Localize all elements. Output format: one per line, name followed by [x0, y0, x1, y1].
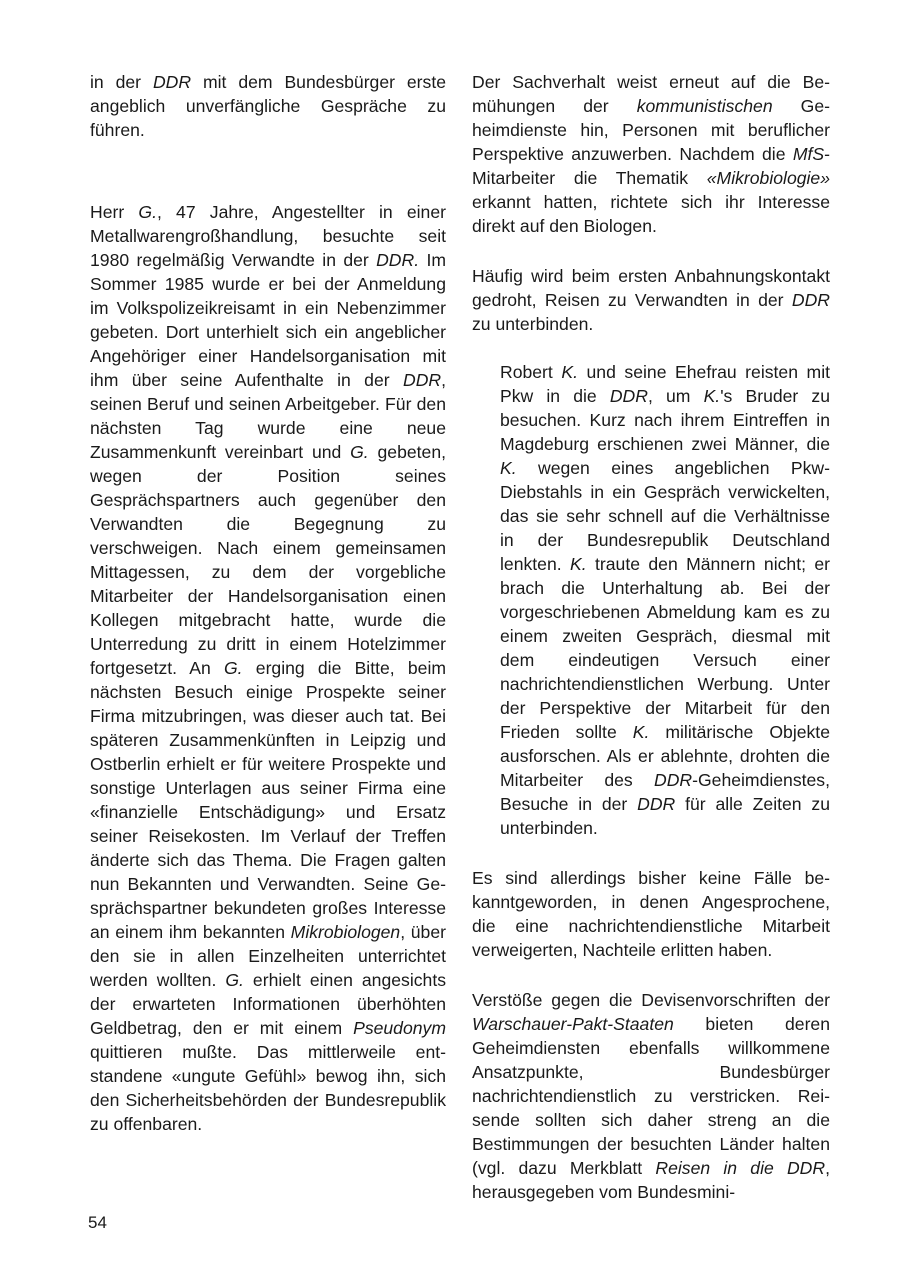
italic-term: K. — [500, 458, 517, 478]
italic-term: DDR — [653, 770, 693, 790]
italic-term: DDR — [609, 386, 648, 406]
italic-term: DDR — [152, 72, 192, 92]
italic-term: G. — [224, 658, 243, 678]
verstoesse-paragraph: Verstöße gegen die Devisenvorschriften der Warschauer-Pakt-Staaten bieten deren Geheimdiensten ebenfalls willkommene Ansatzpunkte, Bundesbürger nachrichtendienstlich zu verstricken. Reisende sollten sich daher streng an die Bestimmungen der besuchten Länder halten (vgl. dazu Merkblatt Reisen in die DDR, herausgegeben vom Bundesmini- — [472, 990, 830, 1202]
italic-term: Reisen in die DDR — [655, 1158, 826, 1178]
italic-term: DDR — [637, 794, 676, 814]
italic-term: kommunistischen — [636, 96, 773, 116]
page-number: 54 — [88, 1213, 107, 1232]
case-g-paragraph: Herr G., 47 Jahre, Angestellter in einer Metallwarengroßhandlung, besuchte seit 1980 regelmäßig Verwandte in der DDR. Im Sommer 1985 wurde er bei der Anmeldung im Volkspolizeikreisamt in ein Nebenzimmer gebeten. Dort unterhielt sich ein angeblicher Angehöriger einer Handelsorganisation mit ihm über seine Aufenthalte in der DDR, seinen Beruf und seinen Arbeitgeber. Für den nächsten Tag wurde eine neue Zusammenkunft vereinbart und G. gebeten, wegen der Position seines Gesprächspartners auch gegenüber den Verwandten die Begegnung zu verschweigen. Nach einem gemeinsamen Mittagessen, zu dem der vorgebliche Mitarbeiter der Handelsorganisation einen Kollegen mitgebracht hatte, wurde die Unterredung zu dritt in einem Hotelzimmer fortgesetzt. An G. erging die Bitte, beim nächsten Besuch einige Prospekte seiner Firma mitzubringen, was dieser auch tat. Bei späteren Zusammenkünften in Leipzig und Ostberlin erhielt er für weitere Prospekte und sonstige Unterlagen aus seiner Firma eine «finanzielle Entschädigung» und Ersatz seiner Reisekosten. Im Verlauf der Treffen änderte sich das Thema. Die Fragen galten nun Bekannten und Verwandten. Seine Gesprächspartner bekundeten großes Interesse an einem ihm bekannten Mikrobiologen, über den sie in allen Einzelheiten unterrichtet werden wollten. G. erhielt einen angesichts der erwarteten Informationen überhöhten Geldbetrag, den er mit einem Pseudonym quittieren mußte. Das mittlerweile entstandene «ungute Gefühl» bewog ihn, sich den Sicherheitsbehörden der Bundesrepublik zu offenbaren. — [90, 202, 447, 1134]
right-column — [472, 70, 830, 1204]
italic-term: G. — [138, 202, 157, 222]
italic-term: DDR. — [376, 250, 420, 270]
intro-paragraph: in der DDR mit dem Bundesbürger erste angeblich unverfängliche Gespräche zu führen. — [90, 72, 446, 140]
italic-term: DDR — [791, 290, 830, 310]
italic-term: G. — [350, 442, 369, 462]
italic-term: K. — [570, 554, 587, 574]
italic-term: G. — [225, 970, 244, 990]
faelle-paragraph: Es sind allerdings bisher keine Fälle bekanntgeworden, in denen Angesprochene, die eine nachrichtendienstliche Mitarbeit verweigerten, Nachteile erlitten haben. — [472, 868, 830, 960]
italic-term: K. — [632, 722, 650, 742]
italic-term: Pseudonym — [353, 1018, 446, 1038]
sachverhalt-paragraph: Der Sachverhalt weist erneut auf die Bemühungen der kommunistischen Geheimdienste hin, Personen mit beruflicher Perspektive anzuwerben. Nachdem die MfS-Mitarbeiter die Thematik «Mikrobiologie» erkannt hatten, richtete sich ihr Interesse direkt auf den Biologen. — [472, 72, 830, 236]
italic-term: K. — [703, 386, 721, 406]
italic-term: MfS — [792, 144, 825, 164]
haeufig-paragraph: Häufig wird beim ersten Anbahnungskontakt gedroht, Reisen zu Verwandten in der DDR zu unterbinden. — [472, 266, 830, 334]
left-column — [90, 70, 446, 1136]
italic-term: K. — [561, 362, 578, 382]
italic-term: Mikrobiologen — [290, 922, 401, 942]
italic-term: Warschauer-Pakt-Staaten — [472, 1014, 674, 1034]
case-robert-paragraph: Robert K. und seine Ehefrau reisten mit Pkw in die DDR, um K.'s Bruder zu besuchen. Kurz nach ihrem Eintreffen in Magdeburg erschienen zwei Männer, die K. wegen eines angeblichen Pkw-Diebstahls in ein Gespräch verwickelten, das sie sehr schnell auf die Verhältnisse in der Bundesrepublik Deutschland lenkten. K. traute den Männern nicht; er brach die Unterhaltung ab. Bei der vorgeschriebenen Abmeldung kam es zu einem zweiten Gespräch, diesmal mit dem eindeutigen Versuch einer nachrichtendienstlichen Werbung. Unter der Perspektive der Mitarbeit für den Frieden sollte K. militärische Objekte ausforschen. Als er ablehnte, drohten die Mitarbeiter des DDR-Geheimdienstes, Besuche in der DDR für alle Zeiten zu unterbinden. — [500, 362, 831, 838]
italic-term: DDR — [402, 370, 442, 390]
italic-term: «Mikrobiologie» — [706, 168, 830, 188]
